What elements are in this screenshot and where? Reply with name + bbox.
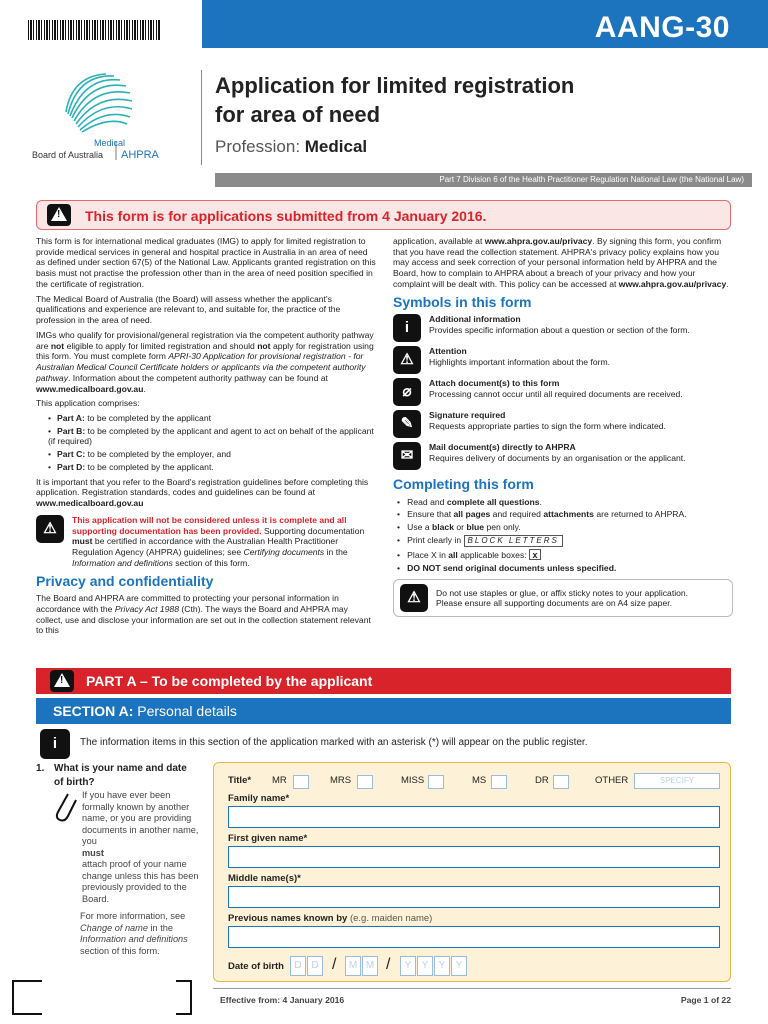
attention-icon: ⚠ bbox=[393, 346, 421, 374]
list-item: • Place X in all applicable boxes: x bbox=[397, 549, 733, 561]
incomplete-warning bbox=[36, 515, 376, 569]
text: applicable boxes: bbox=[457, 549, 530, 560]
attention-icon bbox=[47, 204, 71, 226]
notice-line: Please ensure all supporting documents are on A4 size paper. bbox=[436, 598, 673, 609]
text: Change of name bbox=[80, 922, 148, 933]
text: section of this form. bbox=[172, 557, 250, 568]
logo-medical-text: Medical bbox=[94, 138, 126, 148]
symbol-title: Attention bbox=[429, 346, 467, 357]
dob-label: Date of birth bbox=[228, 961, 284, 972]
text: DO NOT send original documents unless specified. bbox=[407, 562, 617, 573]
previous-names-label bbox=[228, 913, 432, 924]
title-option-label: MR bbox=[272, 775, 287, 786]
text: or bbox=[454, 522, 467, 533]
dob-day-2-field[interactable]: D bbox=[307, 956, 323, 976]
list-item: • DO NOT send original documents unless specified. bbox=[397, 562, 617, 573]
middle-names-field[interactable] bbox=[228, 886, 720, 908]
text: Privacy Act 1988 bbox=[114, 603, 179, 614]
symbol-row-mail bbox=[393, 442, 733, 470]
logo-board-text: Board of Australia bbox=[32, 150, 104, 160]
symbol-desc: Highlights important information about the form. bbox=[429, 356, 611, 367]
part-text: to be completed by the employer, and bbox=[85, 449, 231, 460]
text: blue bbox=[466, 522, 485, 533]
question-1-help bbox=[50, 790, 200, 957]
section-name: Personal details bbox=[133, 703, 237, 719]
question-1 bbox=[36, 762, 187, 789]
text: attachments bbox=[543, 509, 594, 520]
symbol-title: Additional information bbox=[429, 314, 521, 325]
text: in the bbox=[324, 547, 348, 558]
attention-icon: ⚠ bbox=[36, 515, 64, 543]
symbol-row-attention bbox=[393, 346, 733, 374]
family-name-field[interactable] bbox=[228, 806, 720, 828]
privacy-link[interactable]: www.ahpra.gov.au/privacy bbox=[484, 236, 593, 246]
name-dob-panel bbox=[213, 762, 731, 982]
title-option-label: DR bbox=[535, 775, 549, 786]
text: Previous names known by bbox=[228, 913, 348, 924]
dob-year-2-field[interactable]: Y bbox=[417, 956, 433, 976]
title-mr-checkbox[interactable] bbox=[293, 775, 309, 789]
parts-list bbox=[48, 413, 376, 473]
completing-list bbox=[397, 497, 733, 574]
privacy-heading: Privacy and confidentiality bbox=[36, 572, 214, 589]
text: If you have ever been formally known by another name, or you are providing documents in another name, you bbox=[82, 790, 199, 846]
first-name-field[interactable] bbox=[228, 846, 720, 868]
footer-divider bbox=[213, 988, 731, 989]
public-register-note: The information items in this section of the application marked with an asterisk (*) will appear on the public register. bbox=[80, 737, 588, 748]
list-item bbox=[48, 413, 376, 424]
part-label: Part B: bbox=[57, 425, 86, 436]
dob-year-4-field[interactable]: Y bbox=[451, 956, 467, 976]
part-text: to be completed by the applicant. bbox=[85, 461, 214, 472]
dob-day-1-field[interactable]: D bbox=[290, 956, 306, 976]
text: Information and definitions bbox=[72, 557, 173, 568]
medicalboard-link[interactable]: www.medicalboard.gov.au bbox=[36, 383, 144, 394]
text: . Information about the competent authority pathway can be found at bbox=[68, 372, 328, 383]
part-label: Part A: bbox=[57, 413, 85, 424]
help-more bbox=[50, 911, 200, 957]
medicalboard-link[interactable]: www.medicalboard.gov.au bbox=[36, 498, 144, 509]
part-a-label: PART A – To be completed by the applicant bbox=[86, 673, 373, 689]
question-text: of birth? bbox=[54, 776, 95, 788]
list-item: • Print clearly in BLOCK LETTERS bbox=[397, 535, 733, 547]
text: not bbox=[50, 340, 65, 351]
text: For more information, see bbox=[80, 911, 186, 921]
barcode bbox=[28, 20, 160, 40]
info-icon: i bbox=[40, 729, 70, 759]
symbol-desc: Processing cannot occur until all required documents are received. bbox=[429, 388, 683, 399]
text: pen only. bbox=[484, 522, 521, 533]
text: Read and bbox=[407, 496, 447, 507]
section-a-label bbox=[53, 703, 237, 720]
paperclip-icon bbox=[50, 790, 80, 830]
title-mrs-checkbox[interactable] bbox=[357, 775, 373, 789]
question-text: What is your name and date bbox=[54, 763, 187, 774]
symbol-title: Mail document(s) directly to AHPRA bbox=[429, 442, 576, 453]
help-row bbox=[50, 790, 200, 905]
previous-names-field[interactable] bbox=[228, 926, 720, 948]
help-text bbox=[80, 790, 200, 905]
x-box-example: x bbox=[529, 549, 541, 560]
warning-text bbox=[72, 515, 376, 569]
title-label: Title* bbox=[228, 775, 252, 786]
crop-mark-left bbox=[12, 980, 42, 1015]
title-dr-checkbox[interactable] bbox=[553, 775, 569, 789]
law-reference-bar bbox=[215, 173, 752, 187]
part-label: Part C: bbox=[57, 449, 86, 460]
text: Ensure that bbox=[407, 509, 454, 520]
dob-month-2-field[interactable]: M bbox=[362, 956, 378, 976]
title-line-1: Application for limited registration bbox=[215, 73, 575, 98]
title-option-label: OTHER bbox=[595, 775, 629, 786]
symbol-title: Signature required bbox=[429, 410, 506, 421]
list-item bbox=[48, 462, 376, 473]
text: Use a bbox=[407, 522, 433, 533]
profession-label: Profession: bbox=[215, 137, 305, 156]
completing-heading: Completing this form bbox=[393, 476, 534, 493]
list-item: • Use a black or blue pen only. bbox=[397, 522, 521, 533]
title-option-label: MS bbox=[472, 775, 487, 786]
crop-mark-right bbox=[176, 980, 192, 1015]
title-option-label: MRS bbox=[330, 775, 352, 786]
text: . By signing this form, you confirm that you have read the collection statement. AHPRA's privacy policy explains how you may access and seek correction of your personal information held by AHPRA and the Board, how to complain to AHPRA about a breach of your privacy and how your complaint will be dealt with. This policy can be accessed at bbox=[393, 236, 722, 289]
middle-names-label: Middle name(s)* bbox=[228, 873, 301, 884]
part-text: to be completed by the applicant bbox=[84, 413, 211, 424]
intro-paragraph-3 bbox=[36, 330, 376, 394]
dob-month-1-field[interactable]: M bbox=[345, 956, 361, 976]
text: be certified in accordance with the Australian Health Practitioner Regulation Agency (AHPRA) guidelines; see bbox=[72, 536, 339, 558]
text: Print clearly in bbox=[407, 534, 464, 545]
intro-right-column bbox=[393, 236, 733, 617]
text: (e.g. maiden name) bbox=[347, 913, 433, 924]
paperclip-icon: ⌀ bbox=[393, 378, 421, 406]
logo-ahpra-text: AHPRA bbox=[121, 149, 159, 161]
text: . bbox=[726, 278, 729, 289]
title-ms-checkbox[interactable] bbox=[491, 775, 507, 789]
effective-date: Effective from: 4 January 2016 bbox=[220, 995, 345, 1005]
guidelines-paragraph bbox=[36, 477, 376, 509]
attention-icon: ⚠ bbox=[400, 584, 428, 612]
first-name-label: First given name* bbox=[228, 833, 308, 844]
symbol-desc: Requires delivery of documents by an organisation or the applicant. bbox=[429, 452, 686, 463]
title-line-2: for area of need bbox=[215, 101, 381, 127]
title-option-label: MISS bbox=[401, 775, 425, 786]
list-item: • Read and complete all questions. bbox=[397, 496, 542, 507]
title-other-specify-field[interactable]: SPECIFY bbox=[634, 773, 720, 789]
text: Certifying documents bbox=[243, 547, 325, 558]
symbol-title: Attach document(s) to this form bbox=[429, 378, 560, 389]
part-text: to be completed by the applicant and agent to act on behalf of the applicant (if required) bbox=[48, 425, 374, 447]
text: eligible to apply for limited registration and should bbox=[64, 340, 258, 351]
board-logo bbox=[30, 66, 190, 166]
text: are returned to AHPRA. bbox=[593, 509, 687, 520]
symbol-row-signature bbox=[393, 410, 733, 438]
applications-notice bbox=[36, 200, 731, 230]
logo-fan-icon bbox=[30, 66, 190, 166]
text: and required bbox=[490, 509, 544, 520]
text: not bbox=[257, 340, 271, 351]
text: . bbox=[539, 496, 542, 507]
warning-red: This application will not be considered unless it is complete and all supporting documentation has been provided. bbox=[72, 514, 347, 536]
comprises-label: This application comprises: bbox=[36, 398, 140, 409]
intro-paragraph-1: This form is for international medical graduates (IMG) to apply for limited registration to provide medical services in general and hospital practice in Australia in an area of need as defined under section 67(5) of the National Law. Applicants granted registration on this basis must not practise the profession other than in the area of need position specified in the certificate of registration. bbox=[36, 236, 376, 289]
family-name-label: Family name* bbox=[228, 793, 290, 804]
text: It is important that you refer to the Board's registration guidelines before completing this application. Registration standards, codes and guidelines can be found at bbox=[36, 476, 369, 498]
block-letters-example: BLOCK LETTERS bbox=[464, 535, 563, 547]
text: IMGs who qualify for provisional/general registration via the competent authority pathway are bbox=[36, 329, 374, 351]
form-code: AANG-30 bbox=[594, 11, 730, 44]
dob-year-1-field[interactable]: Y bbox=[400, 956, 416, 976]
symbols-heading: Symbols in this form bbox=[393, 293, 532, 310]
list-item bbox=[48, 426, 376, 447]
section-prefix: SECTION A: bbox=[53, 703, 134, 719]
text: . bbox=[143, 383, 146, 394]
text: (Cth). The ways the Board and AHPRA may collect, use and disclose your information are set out in the collection statement relevant to this bbox=[36, 603, 371, 636]
text: all bbox=[448, 549, 458, 560]
profession-line bbox=[215, 137, 367, 157]
page-number: Page 1 of 22 bbox=[680, 995, 731, 1005]
privacy-link[interactable]: www.ahpra.gov.au/privacy bbox=[618, 278, 727, 289]
symbol-desc: Requests appropriate parties to sign the form where indicated. bbox=[429, 420, 666, 431]
law-reference: Part 7 Division 6 of the Health Practitioner Regulation National Law (the National Law) bbox=[439, 175, 744, 184]
list-item bbox=[48, 449, 376, 460]
date-separator: / bbox=[332, 956, 337, 973]
form-reference: APRI-30 Application for provisional registration - for Australian Medical Council Certificate holders or applicants via the competent authority pathway bbox=[36, 351, 366, 383]
privacy-paragraph bbox=[36, 593, 376, 636]
notice-text: This form is for applications submitted from 4 January 2016. bbox=[85, 208, 487, 224]
symbol-row-info bbox=[393, 314, 733, 342]
text: apply for registration using this form. You must complete form bbox=[36, 340, 374, 362]
dob-year-3-field[interactable]: Y bbox=[434, 956, 450, 976]
notice-line: Do not use staples or glue, or affix sticky notes to your application. bbox=[436, 587, 689, 598]
date-separator: / bbox=[386, 956, 391, 973]
text: must bbox=[82, 847, 104, 858]
part-a-bar bbox=[36, 668, 731, 694]
form-code-bar bbox=[200, 0, 768, 48]
mail-icon: ✉ bbox=[393, 442, 421, 470]
intro-paragraph-2: The Medical Board of Australia (the Board) will assess whether the applicant's qualifications and experience are relevant to, and suitable for, the practice of the profession in the area of need. bbox=[36, 293, 341, 326]
text: Place X in bbox=[407, 549, 449, 560]
signature-icon: ✎ bbox=[393, 410, 421, 438]
text: attach proof of your name change unless this has been previously provided to the Board. bbox=[82, 859, 199, 904]
attention-icon bbox=[50, 670, 74, 692]
text: The Board and AHPRA are committed to protecting your personal information in accordance with the bbox=[36, 593, 339, 614]
symbol-desc: Provides specific information about a question or section of the form. bbox=[429, 324, 690, 335]
privacy-continuation bbox=[393, 236, 733, 290]
question-number: 1. bbox=[36, 763, 45, 774]
symbol-row-attach bbox=[393, 378, 733, 406]
info-icon: i bbox=[393, 314, 421, 342]
text: must bbox=[72, 536, 93, 547]
part-label: Part D: bbox=[57, 461, 86, 472]
text: section of this form. bbox=[80, 945, 160, 956]
intro-left-column bbox=[36, 236, 376, 640]
list-item: • Ensure that all pages and required attachments are returned to AHPRA. bbox=[397, 509, 687, 520]
section-a-bar bbox=[36, 698, 731, 724]
text: Information and definitions bbox=[80, 934, 188, 944]
text: Supporting documentation bbox=[261, 525, 365, 536]
profession-value: Medical bbox=[304, 137, 368, 156]
header-divider bbox=[201, 70, 202, 165]
text: black bbox=[432, 522, 454, 533]
document-title bbox=[215, 72, 574, 129]
staples-notice bbox=[393, 579, 733, 617]
text: all pages bbox=[453, 509, 491, 520]
text: application, available at bbox=[393, 236, 485, 246]
text: complete all questions bbox=[446, 496, 540, 507]
text: in the bbox=[147, 922, 173, 933]
title-miss-checkbox[interactable] bbox=[428, 775, 444, 789]
